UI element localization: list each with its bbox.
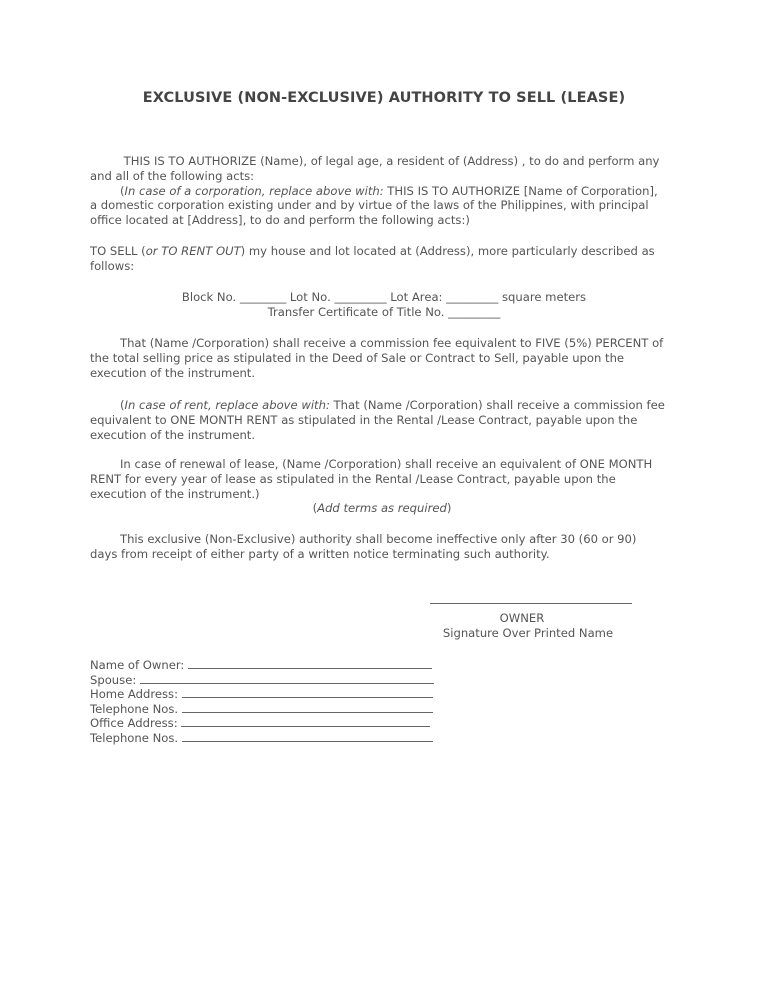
paren-close: ) [446, 501, 452, 516]
signature-caption: Signature Over Printed Name [442, 626, 614, 640]
owner-label: OWNER [499, 611, 545, 625]
rent-note: In case of rent, replace above with: [124, 398, 330, 412]
spouse-row [90, 673, 434, 688]
home-address-field[interactable] [182, 687, 433, 698]
authorize-text: THIS IS TO AUTHORIZE (Name), of legal age, a resident of (Address) , to do and perform any [120, 154, 660, 168]
office-address-field[interactable] [181, 716, 430, 727]
rent-paragraph [90, 398, 690, 442]
commission-text: That (Name /Corporation) shall receive a commission fee equivalent to FIVE (5%) PERCENT of [120, 336, 664, 350]
spouse-field[interactable] [140, 673, 434, 684]
sell-prefix: TO SELL ( [90, 244, 146, 258]
authorization-paragraph [90, 154, 690, 228]
home-address-row [90, 687, 434, 702]
rent-out-note: or TO RENT OUT [145, 244, 241, 258]
renewal-text: In case of renewal of lease, (Name /Corporation) shall receive an equivalent of ONE MONTH [120, 457, 653, 471]
sell-text-cont: follows: [90, 258, 135, 273]
office-address-label: Office Address: [90, 716, 182, 731]
signature-line [430, 603, 632, 604]
add-terms-note: Add terms as required [317, 501, 447, 516]
sell-paragraph [90, 244, 690, 274]
termination-text: This exclusive (Non-Exclusive) authority shall become ineffective only after 30 (60 or 90) [120, 532, 637, 546]
owner-name-field[interactable] [188, 658, 432, 669]
termination-paragraph [90, 532, 690, 562]
telephone-field-2[interactable] [182, 731, 433, 742]
authorize-text-cont: and all of the following acts: [90, 168, 255, 183]
spouse-label: Spouse: [90, 672, 140, 687]
rent-text-3: execution of the instrument. [90, 427, 256, 442]
corporation-authorize-text: THIS IS TO AUTHORIZE [Name of Corporation], [383, 183, 658, 198]
corporation-note: In case of a corporation, replace above with: [124, 183, 384, 198]
telephone-row-2 [90, 731, 434, 746]
paren-open: ( [312, 501, 318, 516]
telephone-label-2: Telephone Nos. [90, 730, 182, 745]
office-address-row [90, 716, 434, 731]
title-certificate-line: Transfer Certificate of Title No. _________ [267, 304, 501, 319]
corporation-text-3: office located at [Address], to do and perform the following acts:) [90, 213, 470, 228]
home-address-label: Home Address: [90, 687, 182, 702]
commission-text-3: execution of the instrument. [90, 365, 256, 380]
rent-text: That (Name /Corporation) shall receive a commission fee [329, 398, 665, 412]
rent-text-2: equivalent to ONE MONTH RENT as stipulated in the Rental /Lease Contract, payable upon the [90, 412, 638, 427]
document-title: EXCLUSIVE (NON-EXCLUSIVE) AUTHORITY TO SELL (LEASE) [142, 90, 626, 106]
commission-paragraph [90, 336, 690, 380]
telephone-label-1: Telephone Nos. [90, 701, 182, 716]
corporation-text-2: a domestic corporation existing under and by virtue of the laws of the Philippines, with principal [90, 198, 649, 213]
paren-open: ( [120, 183, 125, 198]
owner-details-form [90, 658, 434, 746]
sell-text: ) my house and lot located at (Address), more particularly described as [240, 244, 655, 258]
property-description [84, 290, 684, 320]
telephone-field-1[interactable] [182, 702, 433, 713]
telephone-row-1 [90, 702, 434, 717]
owner-name-label: Name of Owner: [90, 658, 188, 672]
commission-text-2: the total selling price as stipulated in the Deed of Sale or Contract to Sell, payable upon the [90, 350, 625, 365]
renewal-text-3: execution of the instrument.) [90, 486, 260, 501]
block-lot-line: Block No. ________ Lot No. _________ Lot Area: _________ square meters [181, 290, 587, 304]
owner-name-row [90, 658, 434, 673]
renewal-text-2: RENT for every year of lease as stipulated in the Rental /Lease Contract, payable upon the [90, 471, 616, 486]
paren-open: ( [120, 398, 125, 412]
renewal-paragraph [90, 457, 690, 516]
termination-text-2: days from receipt of either party of a written notice terminating such authority. [90, 546, 550, 561]
